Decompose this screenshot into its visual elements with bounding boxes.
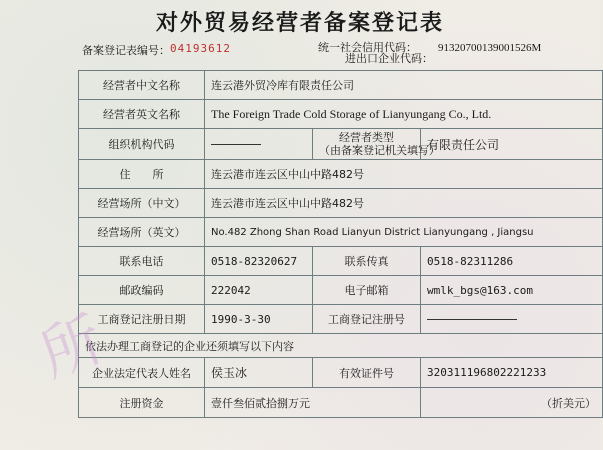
table-row: [79, 189, 603, 218]
capital-label: 注册资金: [79, 388, 205, 418]
premises-en-label: 经营场所（英文）: [79, 218, 205, 247]
capital-note: （折美元）: [421, 388, 603, 418]
business-type-value: 有限责任公司: [421, 129, 603, 160]
postcode-value: 222042: [205, 276, 313, 305]
table-row: [79, 247, 603, 276]
residence-value: 连云港市连云区中山中路482号: [205, 160, 603, 189]
blank-dash: [211, 144, 261, 145]
premises-cn-value: 连云港市连云区中山中路482号: [205, 189, 603, 218]
reg-date-label: 工商登记注册日期: [79, 305, 205, 334]
table-row: [79, 71, 603, 100]
phone-label: 联系电话: [79, 247, 205, 276]
form-number-value: 04193612: [170, 42, 231, 55]
table-row: [79, 334, 603, 358]
table-row: [79, 160, 603, 189]
residence-label: 住 所: [79, 160, 205, 189]
business-type-label-line1: 经营者类型: [339, 131, 394, 144]
business-type-label: [313, 129, 440, 160]
form-number-label: 备案登记表编号：: [82, 44, 170, 57]
table-row: [79, 388, 603, 418]
document-title: 对外贸易经营者备案登记表: [155, 11, 444, 36]
premises-en-value: No.482 Zhong Shan Road Lianyun District Lianyungang , Jiangsu: [205, 218, 603, 247]
org-code-label: 组织机构代码: [79, 129, 205, 160]
phone-value: 0518-82320627: [205, 247, 313, 276]
name-cn-label: 经营者中文名称: [79, 71, 205, 100]
table-row: [79, 100, 603, 129]
table-row: [79, 129, 603, 160]
credit-code-overlay-label: 进出口企业代码：: [345, 52, 433, 65]
table-row: [79, 218, 603, 247]
org-code-value: [205, 129, 313, 160]
premises-cn-label: 经营场所（中文）: [79, 189, 205, 218]
postcode-label: 邮政编码: [79, 276, 205, 305]
credit-code-label: 统一社会信用代码：: [318, 41, 417, 54]
table-row: [79, 276, 603, 305]
credit-code-value: 91320700139001526M: [438, 42, 542, 54]
id-value: 320311196802221233: [421, 358, 603, 388]
watermark: 所: [31, 304, 112, 391]
notice-text: 依法办理工商登记的企业还须填写以下内容: [79, 334, 603, 358]
reg-no-label: 工商登记注册号: [313, 305, 421, 334]
reg-date-value: 1990-3-30: [205, 305, 313, 334]
table-row: [79, 358, 603, 388]
name-en-value: The Foreign Trade Cold Storage of Lianyungang Co., Ltd.: [205, 100, 603, 129]
legal-rep-label: 企业法定代表人姓名: [79, 358, 205, 388]
email-value: wmlk_bgs@163.com: [421, 276, 603, 305]
email-label: 电子邮箱: [313, 276, 421, 305]
name-en-label: 经营者英文名称: [79, 100, 205, 129]
legal-rep-value: 侯玉冰: [205, 358, 313, 388]
fax-value: 0518-82311286: [421, 247, 603, 276]
registration-table: [78, 70, 603, 418]
capital-value: 壹仟叁佰贰拾捌万元: [205, 388, 421, 418]
fax-label: 联系传真: [313, 247, 421, 276]
blank-dash: [427, 319, 517, 320]
id-label: 有效证件号: [313, 358, 421, 388]
reg-no-value: [421, 305, 603, 334]
name-cn-value: 连云港外贸冷库有限责任公司: [205, 71, 603, 100]
business-type-label-line2: （由备案登记机关填写）: [319, 144, 440, 157]
table-row: [79, 305, 603, 334]
